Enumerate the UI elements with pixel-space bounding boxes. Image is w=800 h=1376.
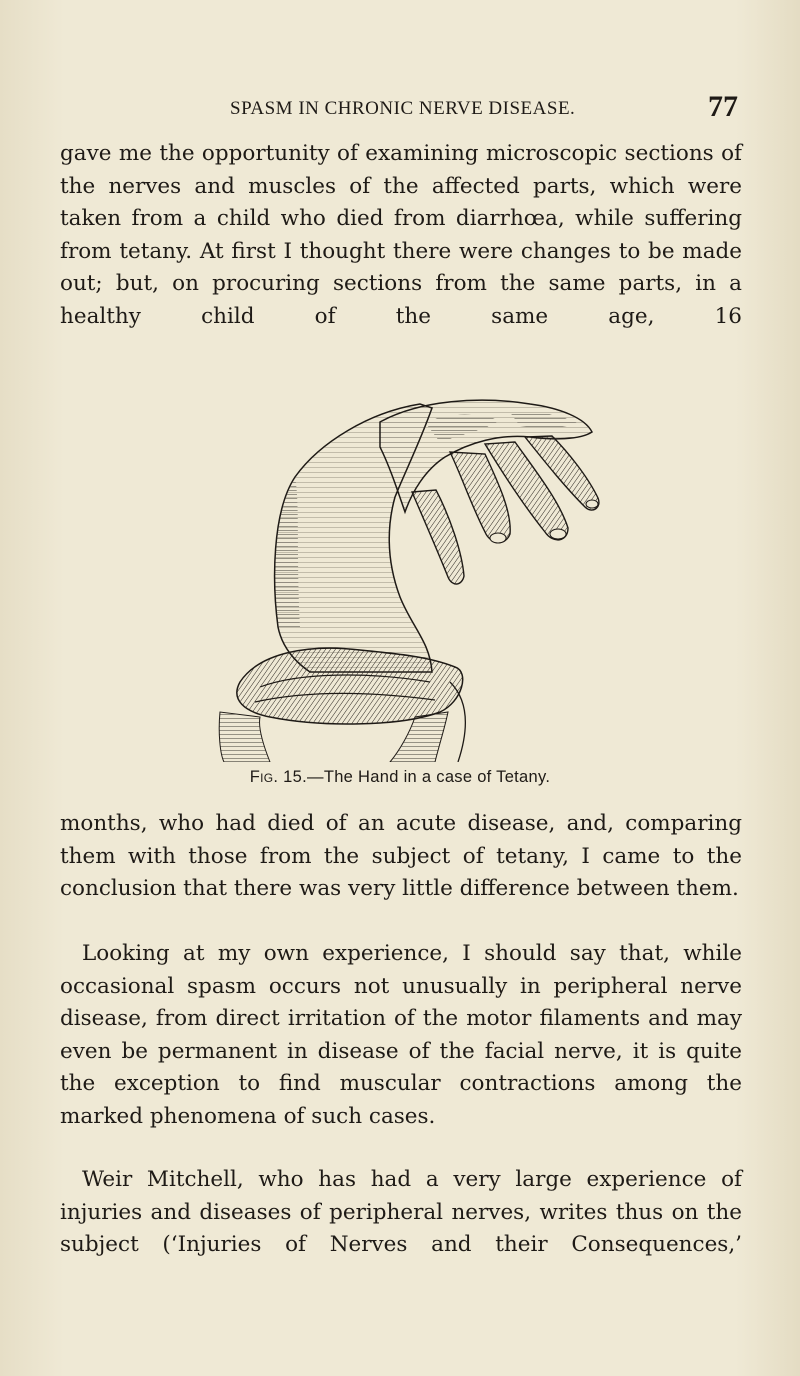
running-title: SPASM IN CHRONIC NERVE DISEASE. [230, 98, 576, 119]
page-number: 77 [708, 90, 738, 123]
figure-caption [0, 768, 800, 787]
paragraph-weir-mitchell: Weir Mitchell, who has had a very large experience of injuries and diseases of peripheral nerves, writes thus on the subject (‘Injuries of Nerves and their Consequences,’ [60, 1167, 742, 1257]
figure-label: Fig. 15. [249, 768, 308, 786]
figure-caption-text: —The Hand in a case of Tetany. [307, 768, 551, 786]
paragraph-continued: gave me the opportunity of examining microscopic sections of the nerves and muscles of the affected parts, which were taken from a child who died from diarrhœa, while suffering from tetany. At first I thought there were changes to be made out; but, on procuring sections from the same parts, in a healthy child of the same age, 16 [60, 141, 742, 329]
tetany-hand-illustration [200, 382, 600, 762]
paragraph-months: months, who had died of an acute disease, and, comparing them with those from the subject of tetany, I came to the conclusion that there was very little difference between them. [60, 811, 742, 901]
running-head [60, 90, 740, 128]
paragraph-experience: Looking at my own experience, I should say that, while occasional spasm occurs not unusually in peripheral nerve disease, from direct irritation of the motor filaments and may even be permanent in disease of the facial nerve, it is quite the exception to find muscular contractions among the marked phenomena of such cases. [60, 941, 742, 1129]
